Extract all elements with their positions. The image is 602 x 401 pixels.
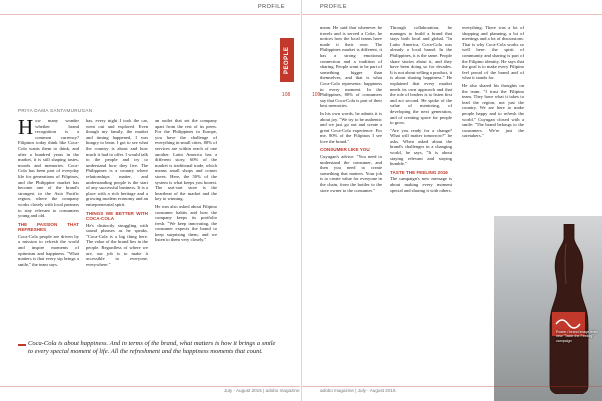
- subhead-passion: THE PASSION THAT REFRESHES: [18, 221, 79, 233]
- right-column-3: [462, 25, 524, 215]
- footer-left: July - August 2015 | adobo magazine: [224, 388, 300, 393]
- footer-right: adobo magazine | July - August 2015: [320, 388, 396, 393]
- paragraph: Coca-Cola people are driven by a mission to refresh the world and inspire moments of optimism and happiness. "What matters is that every sip brings a smile," the team says.: [18, 233, 79, 267]
- left-column-3: [155, 118, 217, 366]
- right-column-1: [320, 25, 382, 365]
- page-number-right: 109: [312, 92, 321, 98]
- paragraph: Through collaboration, he manages to build a brand that stays both local and global. "In Latin America, Coca-Cola was already a local brand. In the Philippines, it is the same. People share stories about it, and they have been doing so for decades. It is not about selling a product, it is about sharing happiness." He explained that every market needs its own approach and that the role of leaders is to listen first and act second. He spoke of the value of mentoring, of developing the next generation, and of creating space for people to grow.: [390, 25, 452, 126]
- footer-rule-right: [302, 386, 602, 387]
- paragraph: In his own words, he admits it is about joy. "We try to be authentic and we just go out and create a great Coca-Cola experience. For me, 80% of the Filipinos I see love the brand.": [320, 110, 382, 144]
- running-head-left: PROFILE: [258, 4, 286, 10]
- right-column-2: [390, 25, 452, 365]
- running-head-right: PROFILE: [320, 4, 348, 10]
- page-number-left: 108: [282, 92, 291, 98]
- footer-rule-left: [0, 386, 300, 387]
- coca-cola-bottle-image: [542, 224, 594, 394]
- drop-cap: H: [18, 118, 34, 139]
- paragraph: mean. He said that whenever he travels and is served a Coke, he notices how the local teams have made it their own. The Philippines market is different, it has a strong emotional connection and a tradition of sharing. People want to be part of something bigger than themselves, and that is what Coca-Cola represents: happiness in every moment. In the Philippines, 80% of consumers say that Coca-Cola is part of their best memories.: [320, 25, 382, 109]
- photo-caption: Poster / brand image from new "Taste the Feeling" campaign: [556, 330, 598, 343]
- bottle-photo: [494, 216, 602, 401]
- paragraph: He's distinctly struggling with sound phrases as he speaks. "Coca-Cola is a big thing here. The value of the brand lies in the people. Regardless of where we are, our job is to make it accessible to everyone, everywhere.": [86, 222, 148, 267]
- subhead-things: THINGS WE BETTER WITH COCA-COLA: [86, 210, 148, 222]
- header-rule-left: [0, 14, 300, 15]
- spine: [301, 0, 302, 401]
- left-column-1: [18, 118, 79, 366]
- paragraph: has, every night I took the car, went out and explored. Even though my family, the market and timing happened, I was hungry to learn. I got to see what the country is about and how much it had to offer. I would talk to the people and try to understand how they live. The Philippines is a country where relationships matter, and understanding people is the start of any successful business. It is a place with a rich heritage and a growing modern economy and an entrepreneurial spirit.: [86, 118, 148, 207]
- subhead-consumer: CONSUMER LIKE YOU: [320, 147, 370, 153]
- paragraph: everything. There was a lot of shopping and planning, a lot of meetings and a lot of discussions. That is why Coca-Cola works so well here: the spirit of community and sharing is part of the Filipino identity. He says that the goal is to make every Filipino feel proud of the brand and of what it stands for.: [462, 25, 524, 81]
- paragraph: Cuyugan's advice: "You need to understand the consumer, and then you need to create something that matters. Your job is to create value for everyone in the chain, from the bottler to the store owner to the consumer.": [320, 154, 382, 193]
- pull-quote-rule: [18, 344, 26, 346]
- paragraph: "Are you ready for a change? What will matter tomorrow?" he asks. When asked about the brand's challenges in a changing world, he says, "It is about staying relevant and staying humble.": [390, 127, 452, 167]
- left-column-2: [86, 118, 148, 366]
- intro-paragraph: ow many wonder whether brand recognition is a common currency? Filipinos today think like Coca-Cola wants them to think, and after a hundred years in the market, it is still shaping tastes, moods and memories. Coca-Cola has been part of everyday life for generations of Filipinos, and the Philippine market has become one of the brand's strongest in the Asia Pacific region, where the company works closely with local partners to stay relevant to consumers young and old.: [18, 118, 79, 219]
- section-tab-people: PEOPLE: [280, 38, 294, 82]
- subhead-taste: TASTE THE FEELING 2016: [390, 169, 448, 175]
- paragraph: an outlet that set the company apart from the rest of its peers. For the Philippines in Europe, you have the challenge of everything in small cities, 80% of services are within reach of one another. Latin America has a different story, 60% of the market is traditional trade, which means small shops and corner stores. Here, the 50% of the system is what keeps you honest. The sari-sari store is the heartbeat of the market and the key to winning.: [155, 118, 217, 202]
- byline: PRIYA DAMA SANTAMURUGAN: [18, 108, 93, 113]
- paragraph: He also shared his thoughts on the team. "I trust the Filipino team. They have what it takes to lead the region, not just the country. We are here to make people happy and to refresh the world." Cuyugan closed with a smile: "The brand belongs to the consumers. We're just the caretakers.": [462, 82, 524, 139]
- header-rule-right: [302, 14, 602, 15]
- paragraph: He was also asked about Filipino consumer habits and how the company keeps its portfolio fresh. "We keep innovating, the consumer expects the brand to keep surprising them, and we listen to them very closely.": [155, 203, 217, 243]
- pull-quote: Coca-Cola is about happiness. And in terms of the brand, what matters is how it brings a smile to every special moment of life. All the refreshment and the happiness moments that count.: [28, 340, 276, 355]
- paragraph: The campaign's new message is about making every moment special and sharing it with others.: [390, 176, 452, 193]
